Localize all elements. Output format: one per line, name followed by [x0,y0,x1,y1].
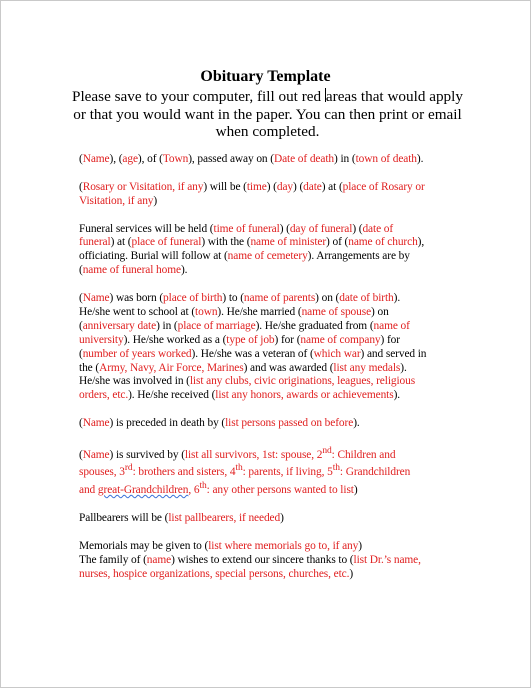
static-text: ) is preceded in death by ( [109,417,226,430]
static-text: ). [393,389,401,402]
static-text: ) for ( [79,333,400,360]
static-text: ). He/she received ( [128,389,216,402]
placeholder-family-name[interactable]: name [146,553,172,566]
static-text: ). [180,264,188,277]
placeholder-name[interactable]: Name [82,448,110,461]
ordinal-suffix: rd [124,463,133,474]
placeholder-name[interactable]: Name [82,153,110,165]
placeholder-name-of-company[interactable]: name of company [300,333,381,346]
placeholder-day-of-funeral[interactable]: day of funeral [289,222,353,235]
static-text: ) was born ( [109,292,164,305]
instructions-text-start: Please save to your computer, fill out red [72,88,325,105]
static-text: ). Arrangements are by ( [79,250,410,277]
static-text: ) will be ( [203,180,247,193]
placeholder-name-of-minister[interactable]: name of minister [250,236,327,249]
placeholder-time-of-funeral[interactable]: time of funeral [213,222,280,235]
static-text: ), passed away on ( [188,153,274,165]
thanks-paragraph [79,554,429,582]
static-text: ) is survived by ( [109,448,185,461]
static-text: ) [353,484,358,497]
static-text: ). He/she went to school at ( [79,292,401,318]
static-text: ) on ( [79,305,389,332]
static-text: ( [79,292,83,305]
static-text: ( [79,448,83,461]
static-text: ) ( [266,180,277,193]
survivors-text: : Grandchildren and [79,466,411,497]
placeholder-rosary-or-visitation[interactable]: Rosary or Visitation, if any [82,180,204,193]
survivors-text: list all survivors, 1st: spouse, 2 [184,448,323,461]
static-text: ). He/she graduated from ( [255,319,374,332]
static-text: ). He/she worked as a ( [123,333,227,346]
placeholder-date-of-birth[interactable]: date of birth [339,292,394,305]
static-text: ) wishes to extend our sincere thanks to ( [171,553,354,566]
death-notice-paragraph [79,153,429,167]
placeholder-town-of-death[interactable]: town of death [355,153,417,165]
placeholder-school-town[interactable]: town [195,305,218,318]
static-text: ). [353,417,360,430]
survivors-text: : parents, if living, 5 [242,466,333,479]
placeholder-military-branch[interactable]: Army, Navy, Air Force, Marines [99,361,244,374]
placeholder-memorials[interactable]: list where memorials go to, if any [208,539,359,552]
placeholder-which-war[interactable]: which war [313,347,361,360]
placeholder-place-of-birth[interactable]: place of birth [163,292,223,305]
pallbearers-paragraph [79,512,429,526]
placeholder-name-of-parents[interactable]: name of parents [243,292,316,305]
static-text: ) with the ( [201,236,251,249]
ordinal-suffix: nd [322,445,332,456]
static-text: The family of ( [79,553,147,566]
obituary-body [79,153,429,581]
placeholder-name-of-church[interactable]: name of church [348,236,418,249]
static-text: ). He/she married ( [217,305,302,318]
placeholder-anniversary-date[interactable]: anniversary date [82,319,157,332]
static-text: ) [280,511,284,524]
static-text: Funeral services will be held ( [79,222,214,235]
placeholder-day[interactable]: day [276,180,294,193]
static-text: ) in ( [156,319,178,332]
spellcheck-flagged-word: great-Grandchildren [97,484,189,497]
static-text: ) [153,194,158,207]
biography-paragraph [79,292,429,403]
ordinal-suffix: th [199,481,207,492]
static-text: Pallbearers will be ( [79,511,169,524]
placeholder-age[interactable]: age [122,153,138,165]
placeholder-name-of-spouse[interactable]: name of spouse [301,305,372,318]
static-text: ) ( [352,222,363,235]
ordinal-suffix: th [235,463,243,474]
survivors-text: : any other persons wanted to list [206,484,354,497]
placeholder-type-of-job[interactable]: type of job [226,333,275,346]
visitation-paragraph [79,181,429,209]
placeholder-name[interactable]: Name [82,417,110,430]
static-text: ( [79,417,83,430]
static-text: ) ( [279,222,290,235]
placeholder-town[interactable]: Town [162,153,189,165]
static-text: ), ( [109,153,123,165]
document-title: Obituary Template [200,68,331,85]
placeholder-name[interactable]: Name [82,292,110,305]
placeholder-pallbearers[interactable]: list pallbearers, if needed [168,511,281,524]
static-text: ) and was awarded ( [243,361,334,374]
instructions-text-end: areas that would apply or that you would want in the paper. You can then print or email when completed. [73,88,463,140]
instructions-paragraph [70,88,465,141]
static-text: ) of ( [326,236,349,249]
placeholder-place-of-funeral[interactable]: place of funeral [131,236,202,249]
survivors-paragraph [79,445,429,498]
placeholder-date[interactable]: date [303,180,322,193]
static-text: ) [349,567,354,580]
survivors-text: : Children and spouses, 3 [79,448,396,479]
placeholder-date-of-death[interactable]: Date of death [273,153,335,165]
static-text: ) at ( [110,236,132,249]
placeholder-date-of-funeral[interactable]: date of funeral [79,222,394,249]
placeholder-honors-and-awards[interactable]: list any honors, awards or achievements [215,389,394,402]
static-text: ). He/she was a veteran of ( [191,347,314,360]
placeholder-place-of-marriage[interactable]: place of marriage [177,319,256,332]
static-text: ) to ( [222,292,244,305]
static-text: Memorials may be given to ( [79,539,209,552]
survivors-text: , 6 [188,484,200,497]
placeholder-name-of-cemetery[interactable]: name of cemetery [227,250,308,263]
static-text: ( [79,153,83,165]
placeholder-clubs-and-organizations[interactable]: list any clubs, civic originations, leagues, religious orders, etc. [79,375,416,402]
placeholder-place-of-visitation[interactable]: place of Rosary or Visitation, if any [79,180,425,207]
placeholder-persons-passed-before[interactable]: list persons passed on before [225,417,354,430]
survivors-text: : brothers and sisters, 4 [132,466,236,479]
static-text: ) on ( [315,292,340,305]
static-text: ). He/she was involved in ( [79,361,407,388]
static-text: ) ( [293,180,304,193]
ordinal-suffix: th [332,463,340,474]
static-text: ) for ( [274,333,301,346]
static-text: ) at ( [321,180,343,193]
static-text: ( [79,180,83,193]
placeholder-years-worked[interactable]: number of years worked [82,347,192,360]
static-text: ), of ( [137,153,163,165]
placeholder-thanks-list[interactable]: list Dr.’s name, nurses, hospice organizations, special persons, churches, etc. [79,553,421,580]
static-text: ) in ( [334,153,356,165]
placeholder-name-of-funeral-home[interactable]: name of funeral home [82,264,181,277]
preceded-in-death-paragraph [79,417,429,431]
memorials-paragraph [79,540,429,554]
placeholder-medals[interactable]: list any medals [333,361,401,374]
static-text: ) and served in the ( [79,347,427,374]
placeholder-name-of-university[interactable]: name of university [79,319,410,346]
static-text: ) [358,539,362,552]
static-text: ), officiating. Burial will follow at ( [79,236,425,263]
funeral-services-paragraph [79,223,429,279]
placeholder-time[interactable]: time [246,180,267,193]
static-text: ). [416,153,424,165]
